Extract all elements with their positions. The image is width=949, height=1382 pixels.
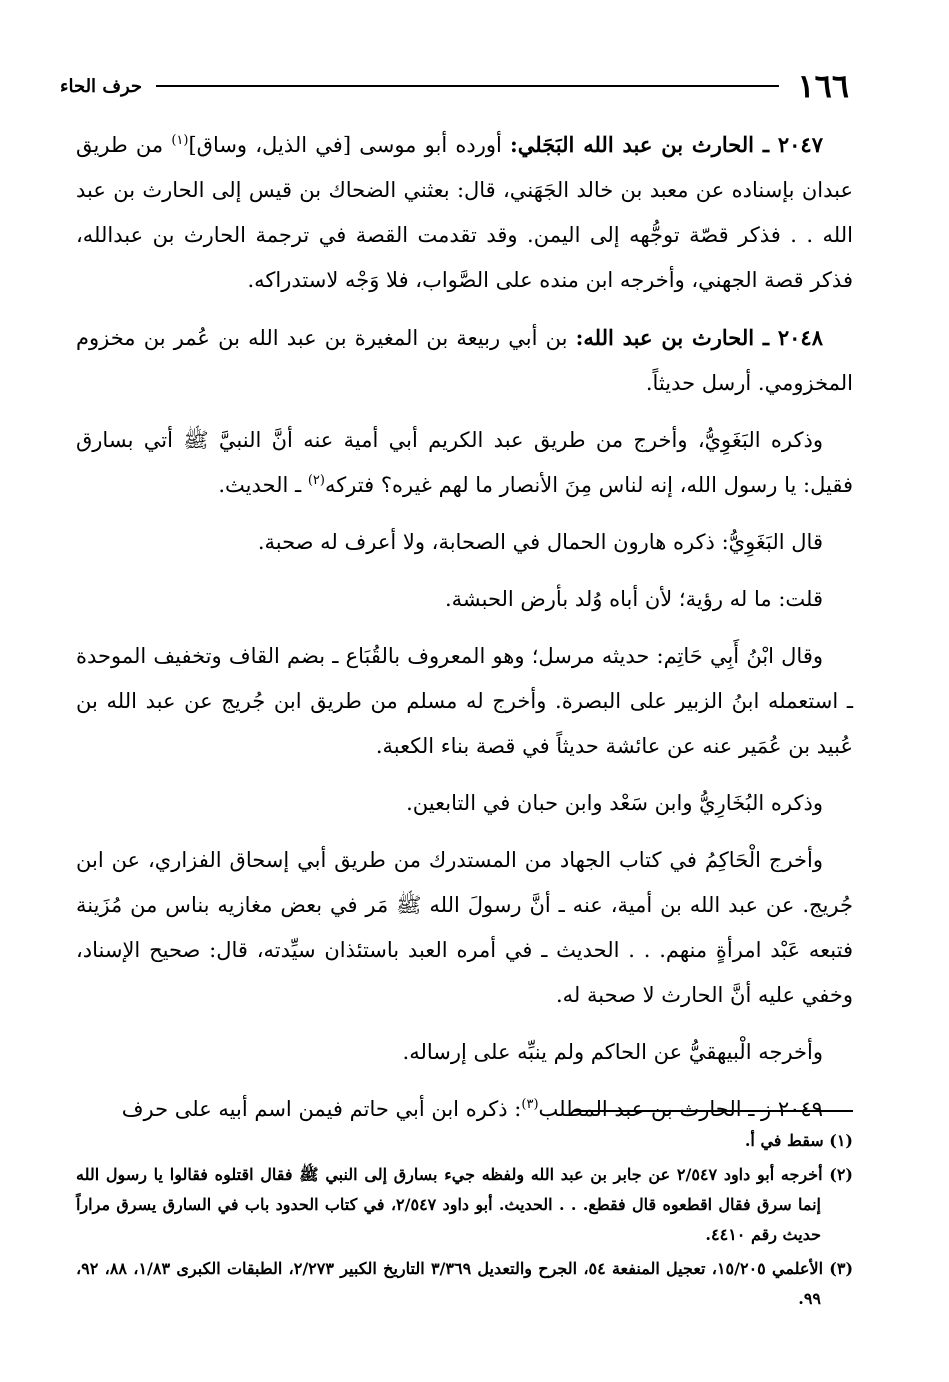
footnotes — [76, 1126, 853, 1318]
entry-heading: ٢٠٤٩ ز ـ الحارث بن عبد المطلب — [538, 1097, 823, 1121]
paragraph — [76, 418, 853, 508]
paragraph — [76, 520, 853, 565]
header-rule — [156, 85, 779, 87]
paragraph — [76, 1030, 853, 1075]
page-number: ١٦٦ — [797, 67, 849, 105]
footnote-ref: (٣) — [521, 1097, 539, 1112]
main-text — [76, 122, 853, 1144]
paragraph — [76, 781, 853, 826]
entry-text: : ذكره ابن أبي حاتم فيمن اسم أبيه على حرف — [121, 1097, 522, 1121]
entry-text: بن أبي ربيعة بن المغيرة بن عبد الله بن عُمر بن مخزوم المخزومي. أرسل حديثاً. — [76, 326, 853, 395]
paragraph-text: وأخرجه الْبيهقيُّ عن الحاكم ولم ينبِّه على إرساله. — [402, 1040, 823, 1064]
page-header — [60, 66, 849, 106]
footnote-rule — [573, 1110, 853, 1112]
paragraph-text: وذكره البَغَوِيُّ، وأخرج من طريق عبد الكريم أبي أمية عنه أنَّ النبيَّ ﷺ أتي بسارق فقيل: يا رسول الله، إنه لناس مِنَ الأنصار ما لهم غيره؟ فتركه — [76, 428, 853, 497]
paragraph-text: وقال ابْنُ أَبِي حَاتِم: حديثه مرسل؛ وهو المعروف بالقُبَاع ـ بضم القاف وتخفيف الموحدة ـ استعمله ابنُ الزبير على البصرة. وأخرج له مسلم من طريق ابن جُريج عن عبد الله بن عُبيد بن عُمَير عنه عن عائشة حديثاً في قصة بناء الكعبة. — [76, 644, 853, 758]
paragraph-text: قلت: ما له رؤية؛ لأن أباه وُلد بأرض الحبشة. — [444, 587, 823, 611]
entry-text: أورده أبو موسى [في الذيل، وساق] — [188, 133, 511, 157]
paragraph — [76, 634, 853, 769]
paragraph — [76, 577, 853, 622]
entry-2047 — [76, 122, 853, 303]
paragraph-text: وأخرج الْحَاكِمُ في كتاب الجهاد من المستدرك من طريق أبي إسحاق الفزاري، عن ابن جُريج. عن عبد الله بن أمية، عنه ـ أنَّ رسولَ الله ﷺ مَر في بعض مغازيه بناس من مُزَينة فتبعه عَبْد امرأةٍ منهم. . . الحديث ـ في أمره العبد باستئذان سيِّدته، قال: صحيح الإسناد، وخفي عليه أنَّ الحارث لا صحبة له. — [76, 848, 853, 1007]
paragraph — [76, 838, 853, 1018]
entry-heading: ٢٠٤٨ ـ الحارث بن عبد الله: — [575, 325, 823, 350]
entry-2048 — [76, 315, 853, 406]
paragraph-text-cont: ـ الحديث. — [218, 473, 308, 497]
footnote-1: (١) سقط في أ. — [744, 1131, 853, 1150]
entry-heading: ٢٠٤٧ ـ الحارث بن عبد الله البَجَلي: — [510, 132, 823, 157]
footnote-ref: (١) — [171, 133, 189, 148]
running-head: حرف الحاء — [60, 75, 143, 97]
footnote-3: (٣) الأعلمي ١٥/٢٠٥، تعجيل المنفعة ٥٤، الجرح والتعديل ٣/٣٦٩ التاريخ الكبير ٢/٢٧٣، الطبقات الكبرى ١/٨٣، ٨٨، ٩٢، ٩٩. — [76, 1259, 854, 1308]
entry-text-cont: من طريق عبدان بإسناده عن معبد بن خالد الجَهَني، قال: بعثني الضحاك بن قيس إلى الحارث بن عبد الله . . فذكر قصّة توجُّهه إلى اليمن. وقد تقدمت القصة في ترجمة الحارث بن عبدالله، فذكر قصة الجهني، وأخرجه ابن منده على الصَّواب، فلا وَجْه لاستدراكه. — [76, 133, 853, 292]
paragraph-text: وذكره البُخَارِيُّ وابن سَعْد وابن حبان في التابعين. — [406, 791, 823, 815]
footnote-2: (٢) أخرجه أبو داود ٢/٥٤٧ عن جابر بن عبد الله ولفظه جيء بسارق إلى النبي ﷺ فقال اقتلوه فقالوا يا رسول الله إنما سرق فقال اقطعوه قال فقطع. . . الحديث. أبو داود ٢/٥٤٧، في كتاب الحدود باب في السارق يسرق مراراً حديث رقم ٤٤١٠. — [76, 1165, 853, 1244]
footnote-ref: (٢) — [307, 473, 325, 488]
paragraph-text: قال البَغَوِيُّ: ذكره هارون الحمال في الصحابة، ولا أعرف له صحبة. — [257, 530, 823, 554]
